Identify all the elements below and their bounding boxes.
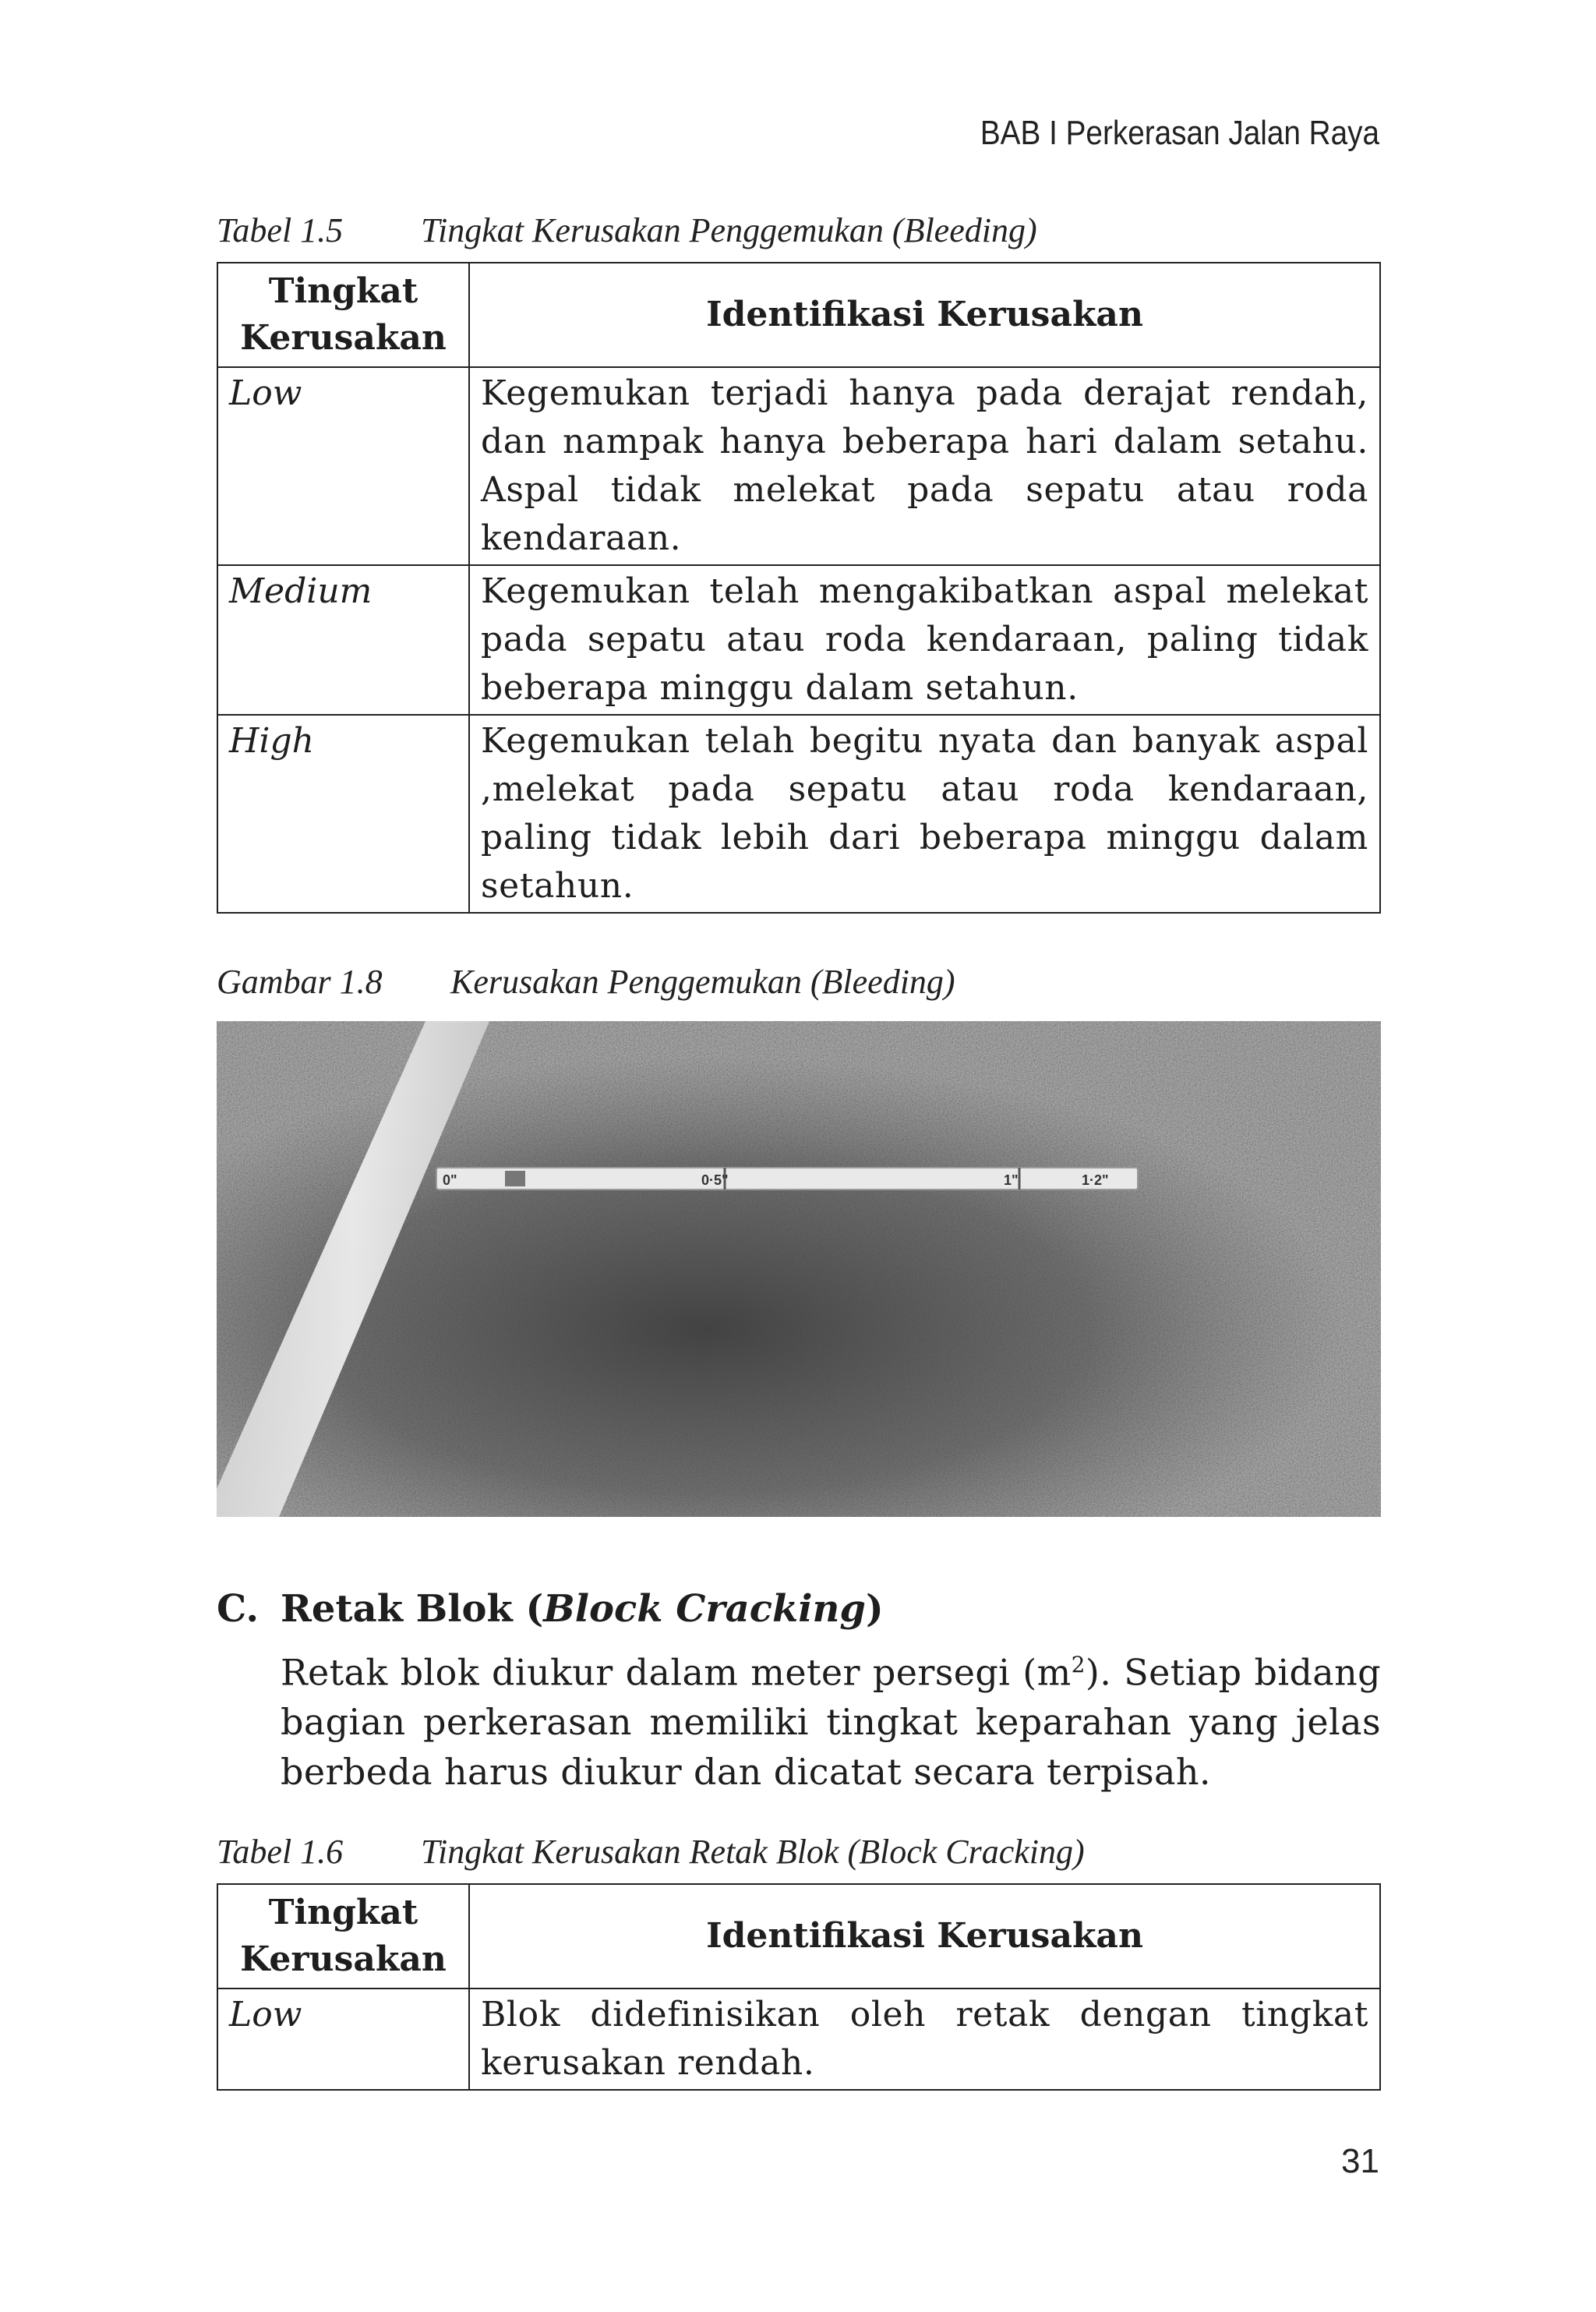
table-1-6	[217, 1883, 1381, 2091]
figure-number: Gambar 1.8	[217, 963, 383, 1001]
table-number: Tabel 1.6	[217, 1833, 344, 1871]
column-header-level: Tingkat Kerusakan	[217, 1884, 469, 1989]
level-cell: Low	[217, 367, 469, 565]
section-c-body: Retak blok diukur dalam meter persegi $(m^2)$. Setiap bidang bagian perkerasan memiliki tingkat keparahan yang jelas berbeda harus diukur dan dicatat secara terpisah.	[281, 1651, 1381, 1794]
figure-title: Kerusakan Penggemukan (Bleeding)	[450, 963, 955, 1001]
table-header-row	[217, 263, 1380, 367]
bleeding-pavement-photo	[217, 1021, 1381, 1517]
ruler	[436, 1168, 1138, 1190]
column-header-identification: Identifikasi Kerusakan	[469, 263, 1380, 367]
table-1-6-caption	[217, 1832, 1085, 1872]
table-title: Tingkat Kerusakan Retak Blok (Block Cracking)	[421, 1833, 1085, 1871]
ruler-mark: 1"	[1004, 1172, 1019, 1188]
table-1-5-caption	[217, 210, 1037, 250]
section-letter: C.	[217, 1587, 260, 1631]
description-cell: Kegemukan telah begitu nyata dan banyak aspal ,melekat pada sepatu atau roda kendaraan, paling tidak lebih dari beberapa minggu dalam setahun.	[469, 715, 1380, 913]
section-title-italic: Block Cracking	[543, 1587, 866, 1631]
description-cell: Blok didefinisikan oleh retak dengan tingkat kerusakan rendah.	[469, 1989, 1380, 2090]
ruler-mark: 1·2"	[1082, 1172, 1109, 1188]
page-number: 31	[1341, 2142, 1379, 2180]
level-cell: High	[217, 715, 469, 913]
table-header-row	[217, 1884, 1380, 1989]
level-cell: Medium	[217, 565, 469, 715]
table-row	[217, 565, 1380, 715]
table-number: Tabel 1.5	[217, 211, 344, 249]
level-cell: Low	[217, 1989, 469, 2090]
column-header-level: Tingkat Kerusakan	[217, 263, 469, 367]
running-header: BAB I Perkerasan Jalan Raya	[980, 114, 1379, 152]
table-1-5	[217, 262, 1381, 914]
table-title: Tingkat Kerusakan Penggemukan (Bleeding)	[421, 211, 1037, 249]
figure-1-8-caption	[217, 962, 955, 1002]
table-row	[217, 1989, 1380, 2090]
description-cell: Kegemukan terjadi hanya pada derajat rendah, dan nampak hanya beberapa hari dalam setahu. Aspal tidak melekat pada sepatu atau roda kendaraan.	[469, 367, 1380, 565]
section-c-heading: C. Retak Blok (Block Cracking)	[217, 1587, 884, 1631]
ruler-mark: 0·5"	[701, 1172, 729, 1188]
column-header-identification: Identifikasi Kerusakan	[469, 1884, 1380, 1989]
description-cell: Kegemukan telah mengakibatkan aspal melekat pada sepatu atau roda kendaraan, paling tidak beberapa minggu dalam setahun.	[469, 565, 1380, 715]
table-row	[217, 367, 1380, 565]
table-row	[217, 715, 1380, 913]
ruler-mark: 0"	[443, 1172, 457, 1188]
